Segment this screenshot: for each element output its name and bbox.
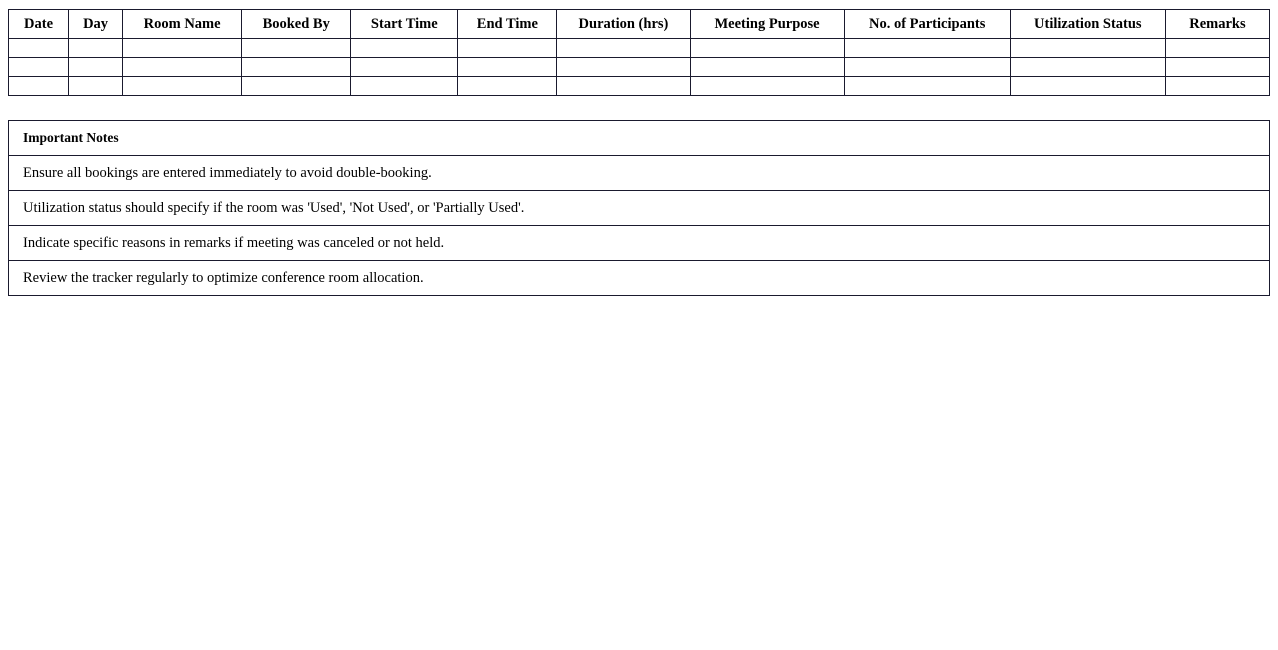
tracker-column-header: Start Time — [351, 10, 458, 39]
tracker-empty-cell[interactable] — [844, 39, 1010, 58]
tracker-empty-cell[interactable] — [123, 39, 242, 58]
tracker-column-header: Remarks — [1165, 10, 1269, 39]
tracker-empty-cell[interactable] — [557, 58, 690, 77]
tracker-empty-cell[interactable] — [242, 39, 351, 58]
tracker-column-header: Booked By — [242, 10, 351, 39]
tracker-empty-cell[interactable] — [844, 77, 1010, 96]
tracker-column-header: Meeting Purpose — [690, 10, 844, 39]
tracker-empty-cell[interactable] — [557, 77, 690, 96]
notes-body — [9, 121, 1270, 296]
booking-tracker-table — [8, 9, 1270, 96]
tracker-empty-cell[interactable] — [458, 58, 557, 77]
tracker-empty-cell[interactable] — [351, 58, 458, 77]
list-item — [9, 261, 1270, 296]
tracker-empty-cell[interactable] — [69, 77, 123, 96]
note-text: Utilization status should specify if the room was 'Used', 'Not Used', or 'Partially Used'. — [9, 191, 1270, 226]
tracker-empty-cell[interactable] — [351, 77, 458, 96]
tracker-head — [9, 10, 1270, 39]
tracker-column-header: End Time — [458, 10, 557, 39]
tracker-empty-cell[interactable] — [1010, 39, 1165, 58]
tracker-empty-cell[interactable] — [1010, 58, 1165, 77]
table-row[interactable] — [9, 77, 1270, 96]
note-text: Review the tracker regularly to optimize conference room allocation. — [9, 261, 1270, 296]
note-text: Ensure all bookings are entered immediately to avoid double-booking. — [9, 156, 1270, 191]
tracker-empty-cell[interactable] — [1165, 58, 1269, 77]
tracker-header-row — [9, 10, 1270, 39]
tracker-empty-cell[interactable] — [69, 58, 123, 77]
tracker-column-header: No. of Participants — [844, 10, 1010, 39]
tracker-empty-cell[interactable] — [1165, 77, 1269, 96]
note-text: Indicate specific reasons in remarks if meeting was canceled or not held. — [9, 226, 1270, 261]
tracker-empty-cell[interactable] — [458, 77, 557, 96]
tracker-empty-cell[interactable] — [242, 58, 351, 77]
tracker-empty-cell[interactable] — [844, 58, 1010, 77]
list-item — [9, 156, 1270, 191]
tracker-column-header: Date — [9, 10, 69, 39]
tracker-empty-cell[interactable] — [557, 39, 690, 58]
tracker-column-header: Room Name — [123, 10, 242, 39]
list-item — [9, 226, 1270, 261]
important-notes-section — [8, 120, 1270, 296]
tracker-empty-cell[interactable] — [242, 77, 351, 96]
tracker-empty-cell[interactable] — [1165, 39, 1269, 58]
tracker-body — [9, 39, 1270, 96]
list-item — [9, 191, 1270, 226]
tracker-empty-cell[interactable] — [351, 39, 458, 58]
tracker-empty-cell[interactable] — [1010, 77, 1165, 96]
tracker-column-header: Utilization Status — [1010, 10, 1165, 39]
table-row[interactable] — [9, 39, 1270, 58]
booking-tracker-section — [8, 9, 1270, 96]
important-notes-table — [8, 120, 1270, 296]
tracker-column-header: Day — [69, 10, 123, 39]
tracker-empty-cell[interactable] — [9, 77, 69, 96]
tracker-empty-cell[interactable] — [9, 58, 69, 77]
tracker-empty-cell[interactable] — [9, 39, 69, 58]
tracker-empty-cell[interactable] — [690, 58, 844, 77]
notes-header-row — [9, 121, 1270, 156]
tracker-empty-cell[interactable] — [458, 39, 557, 58]
table-row[interactable] — [9, 58, 1270, 77]
tracker-empty-cell[interactable] — [123, 58, 242, 77]
tracker-column-header: Duration (hrs) — [557, 10, 690, 39]
tracker-empty-cell[interactable] — [690, 39, 844, 58]
notes-header-cell: Important Notes — [9, 121, 1270, 156]
tracker-empty-cell[interactable] — [123, 77, 242, 96]
tracker-empty-cell[interactable] — [690, 77, 844, 96]
tracker-empty-cell[interactable] — [69, 39, 123, 58]
